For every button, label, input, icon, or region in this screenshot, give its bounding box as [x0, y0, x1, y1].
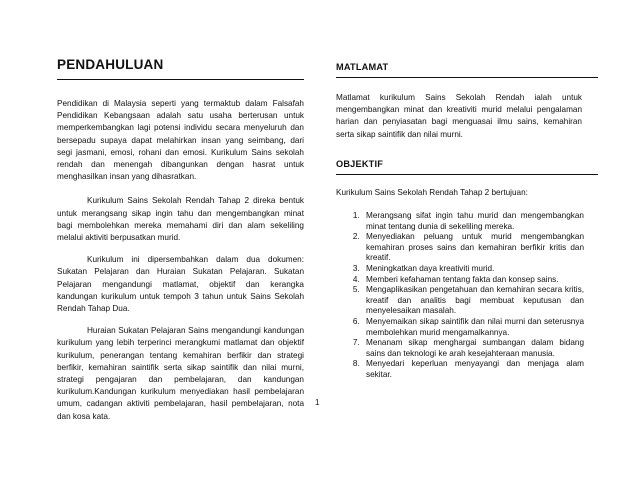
objektif-item: 8. Menyedari keperluan menyayangi dan menjaga alam sekitar. — [362, 359, 584, 380]
intro-paragraph-1: Pendidikan di Malaysia seperti yang termaktub dalam Falsafah Pendidikan Kebangsaan adalah satu usaha berterusan untuk memperkembangkan lagi potensi individu secara menyeluruh dan bersepadu supaya dapat melahirkan insan yang seimbang, dari segi jasmani, emosi, rohani dan emosi. Kurikulum Sains sekolah rendah dan menengah dibangunkan dengan hasrat untuk menghasilkan insan yang dihasratkan. — [57, 99, 304, 182]
pendahuluan-heading: PENDAHULUAN — [57, 57, 164, 72]
page-number: 1 — [315, 398, 320, 407]
objektif-item: 2. Menyediakan peluang untuk murid mengembangkan kemahiran proses sains dan kemahiran berfikir kritis dan kreatif. — [362, 232, 584, 264]
objektif-item: 4. Memberi kefahaman tentang fakta dan konsep sains. — [362, 275, 584, 286]
objektif-item: 3. Meningkatkan daya kreativiti murid. — [362, 264, 584, 275]
objektif-item: 7. Menanam sikap menghargai sumbangan dalam bidang sains dan teknologi ke arah kesejahteraan manusia. — [362, 338, 584, 359]
matlamat-rule — [336, 77, 598, 78]
matlamat-paragraph: Matlamat kurikulum Sains Sekolah Rendah ialah untuk mengembangkan minat dan kreativiti murid melalui pengalaman harian dan penyiasatan bagi menguasai ilmu sains, kemahiran serta sikap saintifik dan nilai murni. — [336, 93, 582, 139]
objektif-item: 5. Mengaplikasikan pengetahuan dan kemahiran secara kritis, kreatif dan analitis bagi membuat keputusan dan menyelesaikan masalah. — [362, 285, 584, 317]
objektif-intro: Kurikulum Sains Sekolah Rendah Tahap 2 bertujuan: — [336, 187, 528, 197]
objektif-list — [336, 211, 584, 381]
objektif-item: 1. Merangsang sifat ingin tahu murid dan mengembangkan minat tentang dunia di sekeliling mereka. — [362, 211, 584, 232]
intro-paragraph-3: Kurikulum ini dipersembahkan dalam dua dokumen: Sukatan Pelajaran dan Huraian Sukatan Pelajaran. Sukatan Pelajaran mengandungi matlamat, objektif dan kerangka kandungan kurikulum untuk tempoh 3 tahun untuk Sains Sekolah Rendah Tahap Dua. — [57, 255, 304, 314]
objektif-rule — [336, 174, 598, 175]
left-column — [57, 57, 304, 423]
right-column — [336, 62, 594, 381]
matlamat-heading: MATLAMAT — [336, 62, 389, 72]
objektif-item: 6. Menyemaikan sikap saintifik dan nilai murni dan seterusnya membolehkan murid mengamalkannya. — [362, 317, 584, 338]
intro-paragraph-2: Kurikulum Sains Sekolah Rendah Tahap 2 direka bentuk untuk merangsang sikap ingin tahu dan mengembangkan minat bagi membolehkan mereka memahami diri dan alam sekeliling melalui aktiviti berpusatkan murid. — [57, 196, 304, 243]
objektif-heading: OBJEKTIF — [336, 158, 384, 169]
intro-paragraph-4: Huraian Sukatan Pelajaran Sains mengandungi kandungan kurikulum yang lebih terperinci merangkumi matlamat dan objektif kurikulum, penerangan tentang kemahiran berfikir dan strategi berfikir, kemahiran saintifik serta sikap saintifik dan nilai murni, strategi pengajaran dan pembelajaran, dan kandungan kurikulum.Kandungan kurikulum menyediakan hasil pembelajaran umum, cadangan aktiviti pembelajaran, hasil pembelajaran, nota dan kosa kata. — [57, 326, 304, 421]
heading-rule — [57, 79, 304, 80]
